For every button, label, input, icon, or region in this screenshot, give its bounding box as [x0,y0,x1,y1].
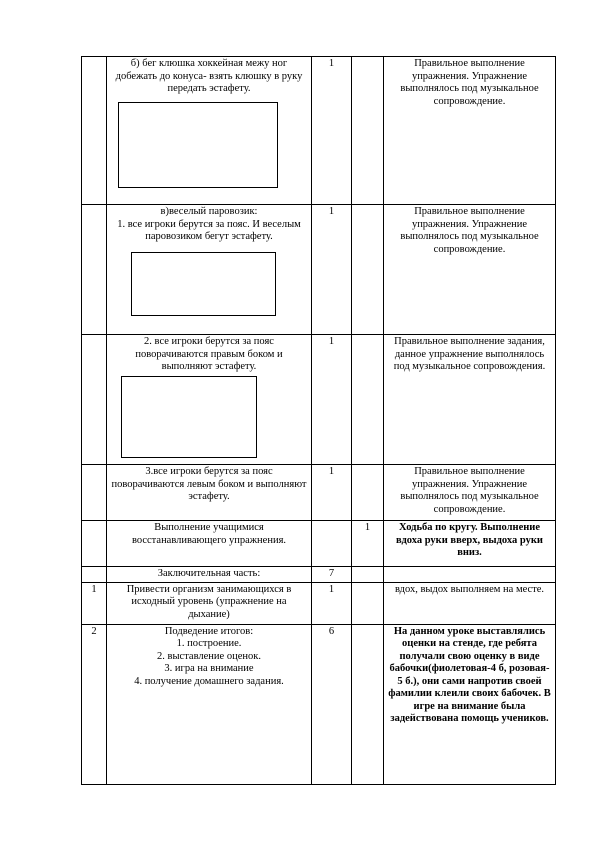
summary-cell [107,624,312,784]
time-cell: 1 [312,335,352,465]
exercise-text: в)веселый паровозик: 1. все игроки берутся за пояс. И веселым паровозиком бегут эстафету. [117,206,301,242]
table-row [82,465,556,521]
section-title: Заключительная часть: [107,567,312,583]
list-item: 4. получение домашнего задания. [134,675,284,687]
time-cell: 1 [312,57,352,205]
time-cell: 1 [312,465,352,521]
reps-cell [352,567,384,583]
list-item: 1. построение. [176,638,242,649]
time-cell: 7 [312,567,352,583]
summary-list [110,638,308,688]
row-number: 2 [82,624,107,784]
exercise-text: б) бег клюшка хоккейная межу ног добежать до конуса- взять клюшку в руку передать эстафету. [115,58,303,94]
row-number [82,335,107,465]
exercise-text: Привести организм занимающихся в исходный уровень (упражнение на дыхание) [107,582,312,624]
exercise-text: Выполнение учащимися восстанавливающего упражнения. [107,521,312,567]
list-item: 3. игра на внимание [164,663,254,674]
time-cell: 1 [312,582,352,624]
reps-cell [352,57,384,205]
table-row [82,57,556,205]
row-number [82,205,107,335]
exercise-cell [107,335,312,465]
exercise-diagram-box [121,376,257,458]
note-cell: Ходьба по кругу. Выполнение вдоха руки вверх, выдоха руки вниз. [384,521,556,567]
reps-cell [352,624,384,784]
list-item: 2. выставление оценок. [157,650,261,662]
time-cell [312,521,352,567]
note-cell [384,567,556,583]
note-cell: Правильное выполнение упражнения. Упражнение выполнялось под музыкальное сопровождение. [384,57,556,205]
table-row [82,205,556,335]
reps-cell [352,205,384,335]
exercise-diagram-box [118,102,278,188]
exercise-text: 3.все игроки берутся за пояс поворачиваются левым боком и выполняют эстафету. [107,465,312,521]
note-cell: Правильное выполнение упражнения. Упражнение выполнялось под музыкальное сопровождение. [384,205,556,335]
reps-cell [352,335,384,465]
reps-cell [352,465,384,521]
exercise-diagram-box [131,252,276,316]
table-row [82,335,556,465]
exercise-text: 2. все игроки берутся за пояс поворачиваются правым боком и выполняют эстафету. [135,336,283,372]
row-number: 1 [82,582,107,624]
table-row [82,582,556,624]
note-cell: вдох, выдох выполняем на месте. [384,582,556,624]
row-number [82,567,107,583]
reps-cell: 1 [352,521,384,567]
row-number [82,521,107,567]
note-cell: Правильное выполнение упражнения. Упражнение выполнялось под музыкальное сопровождение. [384,465,556,521]
time-cell: 1 [312,205,352,335]
note-cell: Правильное выполнение задания, данное упражнение выполнялось под музыкальное сопровождения. [384,335,556,465]
note-cell: На данном уроке выставлялись оценки на стенде, где ребята получали свою оценку в виде бабочки(фиолетовая-4 б, розовая- 5 б.), они сами напротив своей фамилии клеили своих бабочек. В игре на внимание была задействована помощь учеников. [384,624,556,784]
reps-cell [352,582,384,624]
exercise-cell [107,57,312,205]
table-row [82,521,556,567]
row-number [82,465,107,521]
row-number [82,57,107,205]
lesson-plan-table [81,56,556,785]
time-cell: 6 [312,624,352,784]
table-row [82,567,556,583]
table-row [82,624,556,784]
summary-heading: Подведение итогов: [164,625,254,637]
exercise-cell [107,205,312,335]
